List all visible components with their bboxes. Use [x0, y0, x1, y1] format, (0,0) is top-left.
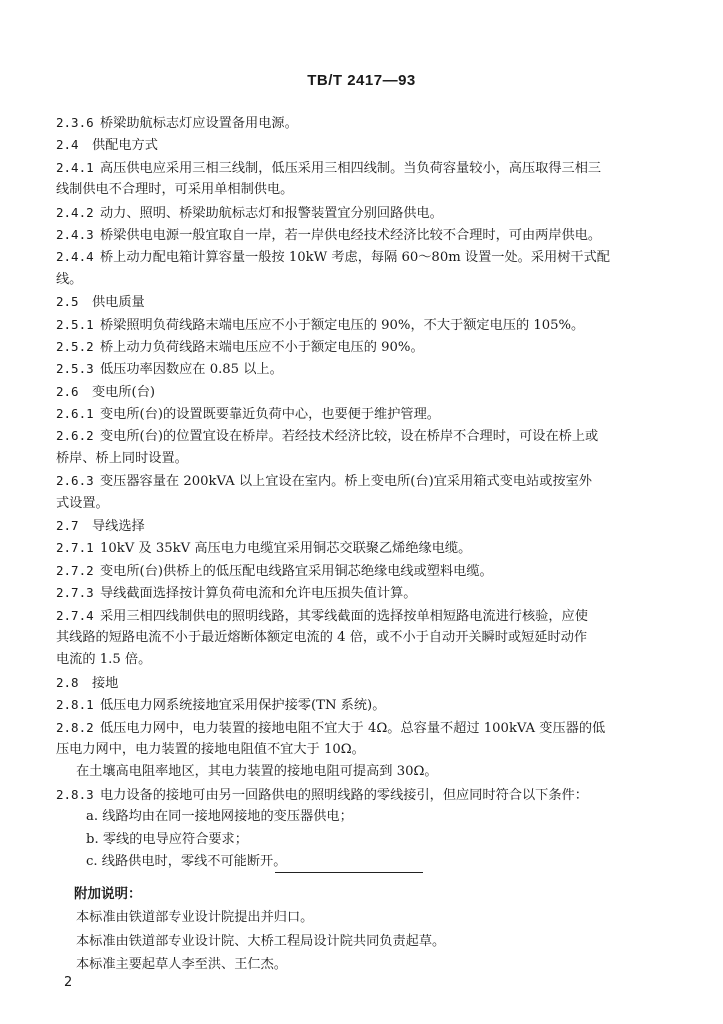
page-number: 2	[64, 975, 73, 990]
clause-number: 2.6.2	[56, 428, 94, 444]
clause-number: 2.6	[56, 383, 79, 399]
sub-item-line	[56, 851, 660, 873]
section-heading	[56, 291, 660, 313]
section-heading	[56, 381, 660, 403]
clause-text: 动力、照明、桥梁助航标志灯和报警装置宜分别回路供电。	[100, 205, 443, 221]
clause-text: c. 线路供电时，零线不可能断开。	[86, 853, 287, 869]
clause-line	[56, 202, 660, 224]
clause-number: 2.7	[56, 518, 79, 534]
clause-text: 变电所(台)的设置既要靠近负荷中心，也要便于维护管理。	[100, 407, 440, 423]
clause-number: 2.8	[56, 674, 79, 690]
clause-text: b. 零线的电导应符合要求；	[86, 831, 248, 847]
clause-number: 2.3.6	[56, 115, 94, 130]
continuation-line	[56, 627, 660, 649]
clause-text: 桥岸、桥上同时设置。	[56, 450, 188, 466]
clause-number: 2.7.2	[56, 562, 94, 578]
clause-line	[56, 694, 660, 716]
clause-line	[56, 246, 660, 268]
clause-number: 2.7.4	[56, 607, 94, 623]
clause-number: 2.8.1	[56, 697, 94, 713]
clause-text: 电力设备的接地可由另一回路供电的照明线路的零线接引，但应同时符合以下条件：	[100, 787, 588, 803]
clause-number: 2.8.2	[56, 719, 94, 735]
clause-text: 导线选择	[92, 519, 145, 535]
clause-line	[56, 336, 660, 358]
clause-text: 接地	[92, 675, 119, 691]
appendix-title: 附加说明：	[74, 886, 142, 902]
clause-line	[56, 403, 660, 425]
clause-number: 2.5	[56, 294, 79, 310]
clause-text: 10kV 及 35kV 高压电力电缆宜采用铜芯交联聚乙烯绝缘电缆。	[100, 541, 472, 557]
clause-text: 线。	[56, 271, 83, 287]
clause-text: 高压供电应采用三相三线制，低压采用三相四线制。当负荷容量较小，高压取得三相三	[100, 160, 602, 176]
clause-line	[56, 537, 660, 559]
clause-line	[56, 157, 660, 179]
appendix	[74, 882, 674, 977]
clause-number: 2.4.1	[56, 159, 94, 175]
clause-text: 线制供电不合理时，可采用单相制供电。	[56, 182, 294, 198]
clause-number: 2.5.1	[56, 316, 94, 332]
clause-text: 低压电力网系统接地宜采用保护接零(TN 系统)。	[100, 698, 386, 714]
clause-text: 变压器容量在 200kVA 以上宜设在室内。桥上变电所(台)宜采用箱式变电站或按室外	[100, 474, 592, 490]
clause-line	[56, 314, 660, 336]
clause-line	[56, 560, 660, 582]
clause-text: 供配电方式	[92, 138, 158, 154]
clause-text: 变电所(台)	[92, 384, 156, 400]
clause-text: 桥梁助航标志灯应设置备用电源。	[100, 116, 298, 131]
clause-number: 2.5.2	[56, 338, 94, 354]
section-heading	[56, 134, 660, 156]
clause-text: 式设置。	[56, 495, 109, 511]
clause-text: 低压功率因数应在 0.85 以上。	[100, 362, 283, 378]
clause-line	[56, 470, 660, 492]
clause-number: 2.6.3	[56, 473, 94, 489]
clause-text: 其线路的短路电流不小于最近熔断体额定电流的 4 倍，或不小于自动开关瞬时或短延时动作	[56, 629, 588, 645]
continuation-line	[56, 269, 660, 291]
section-divider	[275, 872, 423, 873]
clause-text: 在土壤高电阻率地区，其电力装置的接地电阻可提高到 30Ω。	[76, 764, 438, 780]
appendix-line: 本标准主要起草人李至洪、王仁杰。	[76, 957, 287, 972]
continuation-line	[56, 493, 660, 515]
clause-text: 电流的 1.5 倍。	[56, 652, 152, 668]
clause-text: 桥上动力配电箱计算容量一般按 10kW 考虑，每隔 60～80m 设置一处。采用树干式配	[100, 250, 610, 266]
clause-text: 采用三相四线制供电的照明线路，其零线截面的选择按单相短路电流进行核验，应使	[100, 608, 588, 624]
clause-line	[56, 358, 660, 380]
clause-text: 桥梁供电电源一般宜取自一岸，若一岸供电经技术经济比较不合理时，可由两岸供电。	[100, 227, 602, 243]
clause-text: 变电所(台)供桥上的低压配电线路宜采用铜芯绝缘电线或塑料电缆。	[100, 563, 493, 579]
clause-number: 2.4.3	[56, 226, 94, 242]
clause-text: a. 线路均由在同一接地网接地的变压器供电；	[86, 809, 353, 825]
clause-text: 供电质量	[92, 295, 145, 311]
clause-line	[56, 582, 660, 604]
clause-number: 2.4.2	[56, 204, 94, 220]
continuation-line	[56, 179, 660, 201]
clause-number: 2.4.4	[56, 249, 94, 265]
clause-text: 变电所(台)的位置宜设在桥岸。若经技术经济比较，设在桥岸不合理时，可设在桥上或	[100, 429, 599, 445]
clause-text: 桥上动力负荷线路末端电压应不小于额定电压的 90%。	[100, 339, 424, 355]
section-heading	[56, 672, 660, 694]
clause-line	[56, 717, 660, 739]
clause-number: 2.7.3	[56, 585, 94, 601]
sub-item-line	[56, 806, 660, 828]
clause-number: 2.8.3	[56, 786, 94, 802]
clause-number: 2.4	[56, 137, 79, 153]
clause-text: 导线截面选择按计算负荷电流和允许电压损失值计算。	[100, 586, 417, 602]
document-body	[56, 112, 660, 873]
clause-text: 低压电力网中，电力装置的接地电阻不宜大于 4Ω。总容量不超过 100kVA 变压器的低	[100, 720, 606, 736]
clause-line	[56, 112, 660, 134]
appendix-line: 本标准由铁道部专业设计院提出并归口。	[76, 910, 314, 925]
clause-text: 压电力网中，电力装置的接地电阻值不宜大于 10Ω。	[56, 741, 365, 757]
clause-line	[56, 605, 660, 627]
section-heading	[56, 515, 660, 537]
clause-line	[56, 224, 660, 246]
document-header: TB/T 2417—93	[307, 72, 416, 89]
clause-number: 2.5.3	[56, 361, 94, 377]
continuation-line	[56, 649, 660, 671]
clause-line	[56, 784, 660, 806]
clause-text: 桥梁照明负荷线路末端电压应不小于额定电压的 90%，不大于额定电压的 105%。	[100, 317, 585, 333]
clause-line	[56, 425, 660, 447]
sub-item-line	[56, 829, 660, 851]
continuation-line	[56, 761, 660, 783]
clause-number: 2.7.1	[56, 540, 94, 556]
clause-number: 2.6.1	[56, 406, 94, 422]
continuation-line	[56, 739, 660, 761]
appendix-line: 本标准由铁道部专业设计院、大桥工程局设计院共同负责起草。	[76, 933, 446, 949]
continuation-line	[56, 448, 660, 470]
